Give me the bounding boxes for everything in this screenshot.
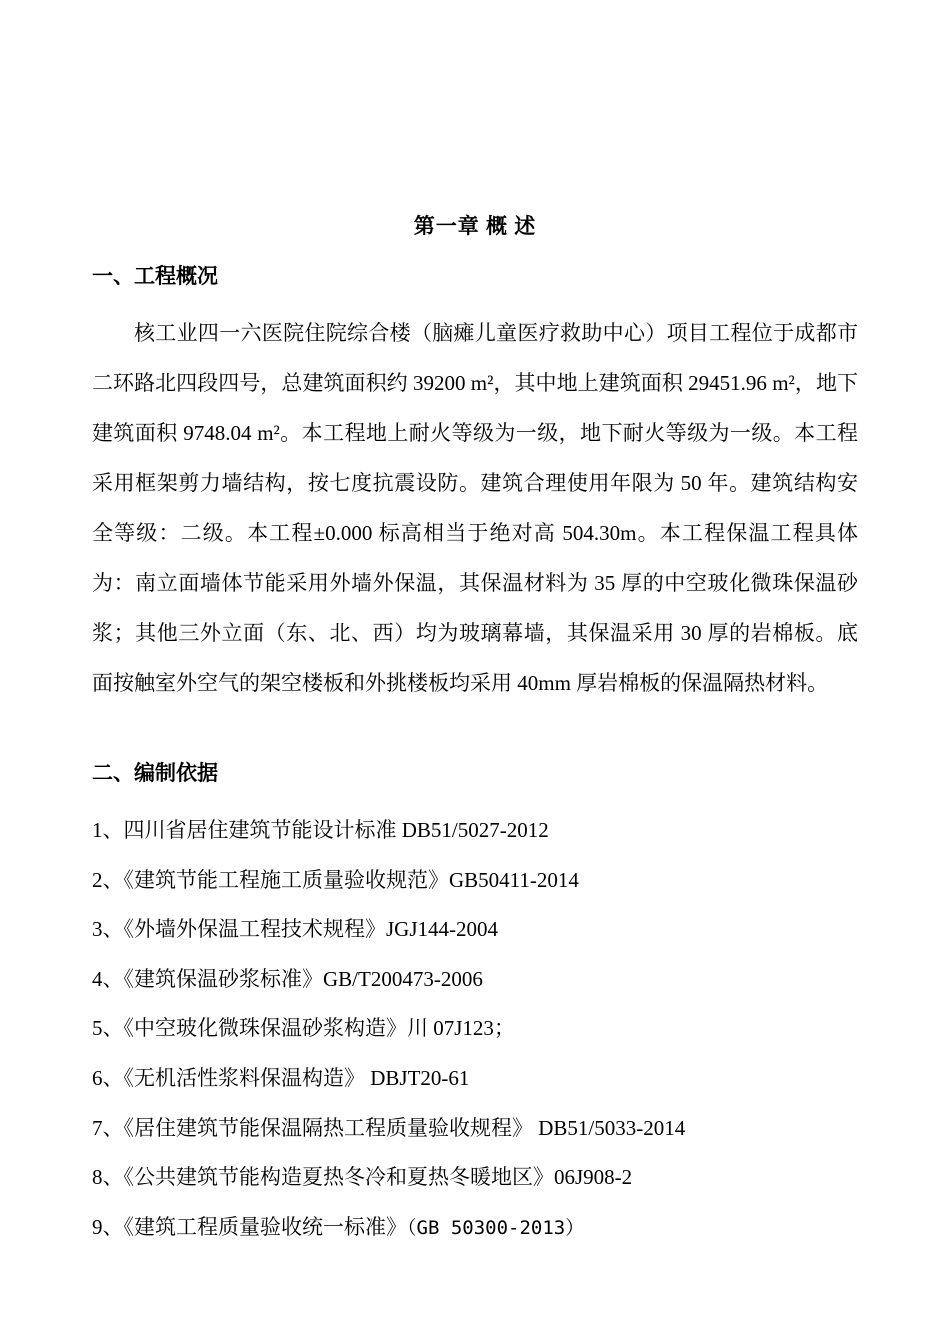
basis-item-6: 6、《无机活性浆料保温构造》 DBJT20-61 (92, 1065, 470, 1090)
basis-item-9 (92, 1203, 872, 1254)
basis-item-4: 4、《建筑保温砂浆标准》GB/T200473-2006 (92, 966, 483, 991)
basis-item-7: 7、《居住建筑节能保温隔热工程质量验收规程》 DB51/5033-2014 (92, 1115, 686, 1140)
basis-item-5: 5、《中空玻化微珠保温砂浆构造》川 07J123； (92, 1016, 515, 1041)
basis-item-9-code: （GB 50300-2013） (407, 1216, 585, 1239)
basis-item-8: 8、《公共建筑节能构造夏热冬冷和夏热冬暖地区》06J908-2 (92, 1165, 633, 1190)
basis-item-3: 3、《外墙外保温工程技术规程》JGJ144-2004 (92, 917, 499, 942)
basis-list (92, 806, 872, 1253)
basis-item-2: 2、《建筑节能工程施工质量验收规范》GB50411-2014 (92, 867, 579, 892)
section-heading-basis: 二、编制依据 (92, 761, 218, 785)
chapter-title: 第一章 概 述 (413, 214, 537, 238)
overview-paragraph: 核工业四一六医院住院综合楼（脑瘫儿童医疗救助中心）项目工程位于成都市二环路北四段四号，总建筑面积约 39200 m²，其中地上建筑面积 29451.96 m²，地下建筑面积 9748.04 m²。本工程地上耐火等级为一级，地下耐火等级为一级。本工程采用框架剪力墙结构，按七度抗震设防。建筑合理使用年限为 50 年。建筑结构安全等级：二级。本工程±0.000 标高相当于绝对高 504.30m。本工程保温工程具体为：南立面墙体节能采用外墙外保温，其保温材料为 35 厚的中空玻化微珠保温砂浆；其他三外立面（东、北、西）均为玻璃幕墙，其保温采用 30 厚的岩棉板。底面按触室外空气的架空楼板和外挑楼板均采用 40mm 厚岩棉板的保温隔热材料。 (92, 321, 858, 695)
section-heading-overview: 一、工程概况 (92, 264, 218, 288)
basis-item-9-title: 9、《建筑工程质量验收统一标准》 (92, 1214, 407, 1239)
basis-item-1: 1、四川省居住建筑节能设计标准 DB51/5027-2012 (92, 818, 549, 842)
